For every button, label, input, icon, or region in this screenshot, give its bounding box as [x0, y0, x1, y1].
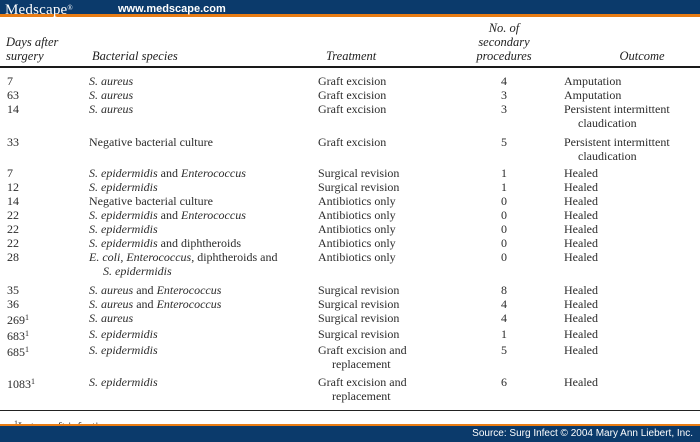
table-row [0, 250, 700, 278]
cell-days: $683^1$ [7, 329, 29, 343]
cell-bacterial-species: S. epidermidis [89, 375, 158, 389]
cell-outcome: Healed [564, 250, 598, 264]
cell-days: 28 [7, 250, 19, 264]
cell-bacterial-species: Negative bacterial culture [89, 194, 213, 208]
table-header-row [0, 17, 700, 67]
cell-secondary-procedures: 0 [501, 236, 507, 250]
header-line: No. of secondary [478, 21, 530, 49]
cell-secondary-procedures: 8 [501, 283, 507, 297]
col-header-bacterial-species: Bacterial species [84, 17, 316, 67]
cell-outcome: Amputation [564, 88, 622, 102]
cell-treatment: Graft excision [318, 74, 387, 88]
cell-bacterial-species: S. epidermidis and Enterococcus [89, 166, 246, 180]
cell-secondary-procedures: 3 [501, 88, 507, 102]
cell-days: 22 [7, 236, 19, 250]
cell-secondary-procedures: 0 [501, 208, 507, 222]
cell-treatment: Surgical revision [318, 297, 400, 311]
cell-days: 33 [7, 135, 19, 149]
table-row [0, 130, 700, 163]
cell-days: 36 [7, 297, 19, 311]
cell-days: 1083$^1$ [7, 377, 35, 391]
table-row [0, 222, 700, 236]
table-row [0, 236, 700, 250]
table-row [0, 180, 700, 194]
medscape-header-bar [0, 0, 700, 17]
cell-secondary-procedures: 6 [501, 375, 507, 389]
cell-bacterial-species: S. epidermidis [89, 222, 158, 236]
cell-outcome: Healed [564, 343, 598, 357]
cell-treatment: Surgical revision [318, 327, 400, 341]
table-row [0, 194, 700, 208]
cell-outcome: Healed [564, 194, 598, 208]
cell-bacterial-species: S. epidermidis and Enterococcus [89, 208, 246, 222]
cell-days: 35 [7, 283, 19, 297]
col-header-days-after-surgery [0, 17, 84, 67]
medscape-logo [5, 0, 73, 19]
col-header-outcome: Outcome [544, 17, 700, 67]
registered-mark: ® [67, 4, 73, 12]
table-row [0, 343, 700, 371]
header-line: procedures [476, 49, 532, 63]
cell-treatment: Surgical revision [318, 283, 400, 297]
cell-secondary-procedures: 4 [501, 74, 507, 88]
cell-treatment: Graft excision and replacement [318, 343, 407, 371]
cell-outcome: Healed [564, 283, 598, 297]
cell-secondary-procedures: 0 [501, 222, 507, 236]
cell-treatment: Surgical revision [318, 166, 400, 180]
table-row [0, 278, 700, 297]
cell-days: 22 [7, 208, 19, 222]
cell-bacterial-species: S. aureus and Enterococcus [89, 283, 222, 297]
cell-outcome: Healed [564, 375, 598, 389]
cell-treatment: Graft excision [318, 88, 387, 102]
cell-treatment: Surgical revision [318, 311, 400, 325]
cell-outcome: Persistent intermittent claudication [564, 102, 670, 130]
cell-secondary-procedures: 4 [501, 297, 507, 311]
cell-treatment: Surgical revision [318, 180, 400, 194]
table-row [0, 311, 700, 327]
col-header-treatment: Treatment [316, 17, 464, 67]
table-row [0, 102, 700, 130]
cell-secondary-procedures: 0 [501, 194, 507, 208]
cell-bacterial-species: Negative bacterial culture [89, 135, 213, 149]
cell-outcome: Healed [564, 180, 598, 194]
cell-days: $685^1$ [7, 345, 29, 359]
cell-days: 22 [7, 222, 19, 236]
source-credit: Source: Surg Infect © 2004 Mary Ann Liebert, Inc. [472, 428, 693, 439]
table-row [0, 67, 700, 88]
cell-bacterial-species: S. aureus [89, 74, 134, 88]
cell-treatment: Antibiotics only [318, 222, 396, 236]
table-row [0, 327, 700, 343]
table-row [0, 88, 700, 102]
header-line: surgery [6, 49, 44, 63]
cell-secondary-procedures: 3 [501, 102, 507, 116]
table-row [0, 163, 700, 180]
cell-outcome: Amputation [564, 74, 622, 88]
cell-outcome: Healed [564, 208, 598, 222]
table-row [0, 297, 700, 311]
cell-outcome: Healed [564, 311, 598, 325]
cell-bacterial-species: S. aureus [89, 311, 134, 325]
cell-bacterial-species: E. coli, Enterococcus, diphtheroids and S. epidermidis [89, 250, 278, 278]
cell-treatment: Antibiotics only [318, 208, 396, 222]
cell-secondary-procedures: 0 [501, 250, 507, 264]
cell-days: 63 [7, 88, 19, 102]
table-row [0, 371, 700, 411]
cell-outcome: Healed [564, 297, 598, 311]
table-row [0, 208, 700, 222]
cell-treatment: Graft excision [318, 135, 387, 149]
cell-treatment: Antibiotics only [318, 250, 396, 264]
source-bar [0, 424, 700, 442]
cell-secondary-procedures: 1 [501, 327, 507, 341]
cell-outcome: Healed [564, 327, 598, 341]
cell-outcome: Persistent intermittent claudication [564, 135, 670, 163]
cell-days: 14 [7, 194, 19, 208]
cell-days: $269^1$ [7, 313, 29, 327]
cell-secondary-procedures: 5 [501, 343, 507, 357]
cell-outcome: Healed [564, 222, 598, 236]
cell-bacterial-species: S. aureus [89, 102, 134, 116]
cell-days: 12 [7, 180, 19, 194]
cell-treatment: Graft excision and replacement [318, 375, 407, 403]
header-line: Days after [6, 35, 59, 49]
cell-days: 7 [7, 166, 13, 180]
table-body [0, 67, 700, 411]
medscape-logo-text: Medscape [5, 2, 68, 18]
cell-bacterial-species: S. epidermidis [89, 343, 158, 357]
cell-secondary-procedures: 1 [501, 180, 507, 194]
cell-treatment: Graft excision [318, 102, 387, 116]
cell-treatment: Antibiotics only [318, 194, 396, 208]
cell-bacterial-species: S. epidermidis and diphtheroids [89, 236, 241, 250]
medscape-url: www.medscape.com [118, 3, 226, 15]
cell-bacterial-species: S. epidermidis [89, 180, 158, 194]
cell-secondary-procedures: 1 [501, 166, 507, 180]
cell-days: 7 [7, 74, 13, 88]
table-header [0, 17, 700, 67]
col-header-secondary-procedures [464, 17, 544, 67]
cell-bacterial-species: S. aureus and Enterococcus [89, 297, 222, 311]
cell-bacterial-species: S. epidermidis [89, 327, 158, 341]
cell-outcome: Healed [564, 166, 598, 180]
cell-treatment: Antibiotics only [318, 236, 396, 250]
cell-bacterial-species: S. aureus [89, 88, 134, 102]
cell-days: 14 [7, 102, 19, 116]
infection-table [0, 17, 700, 411]
cell-secondary-procedures: 4 [501, 311, 507, 325]
cell-outcome: Healed [564, 236, 598, 250]
cell-secondary-procedures: 5 [501, 135, 507, 149]
